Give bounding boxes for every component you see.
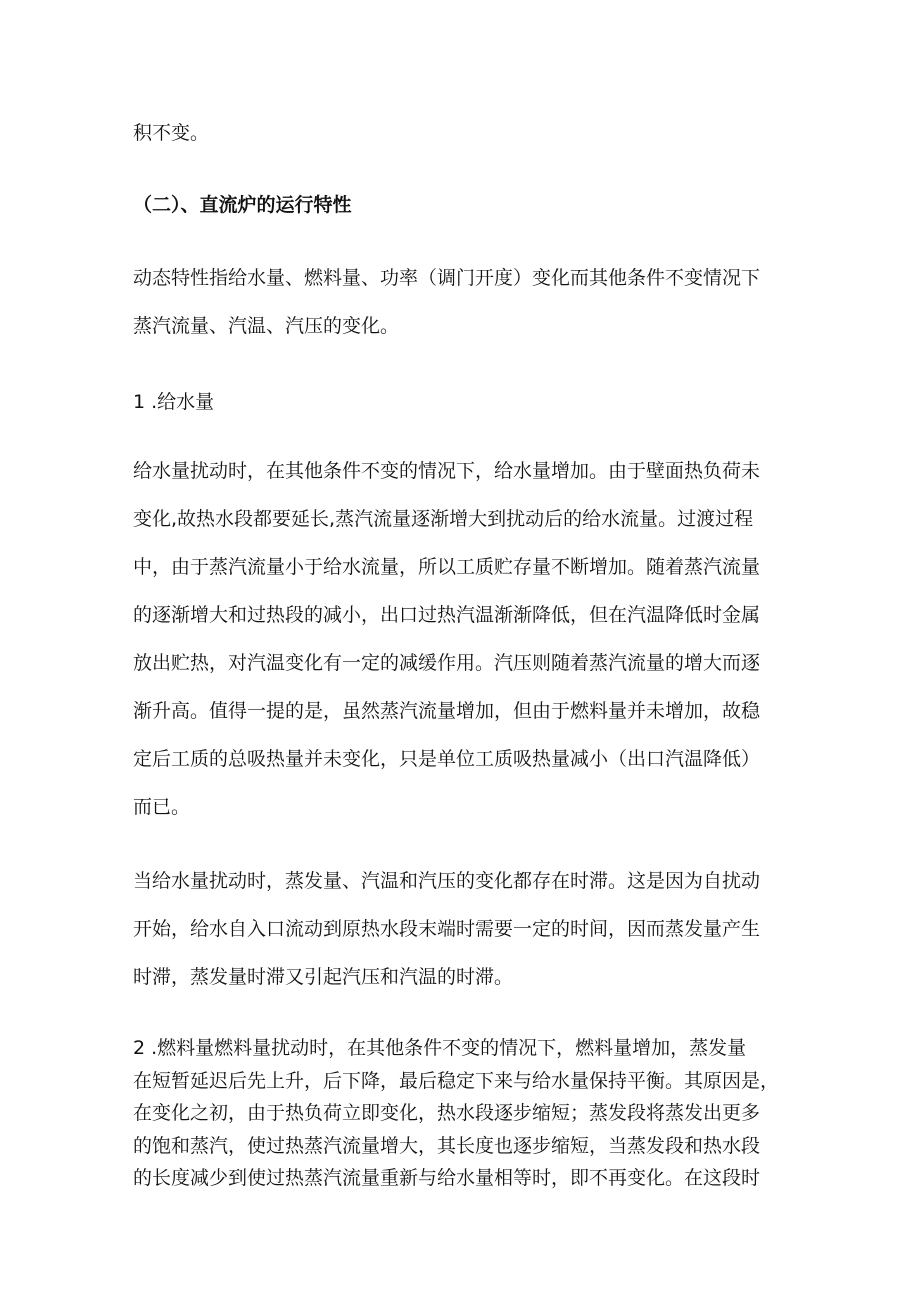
section-heading: （二）、直流炉的运行特性 (133, 194, 352, 216)
paragraph-continuation: 积不变。 (133, 122, 210, 144)
paragraph-dynamic-characteristics: 动态特性指给水量、燃料量、功率（调门开度）变化而其他条件不变情况下 蒸汽流量、汽温、汽压的变化。 (133, 267, 761, 337)
paragraph-feedwater-disturbance: 给水量扰动时，在其他条件不变的情况下，给水量增加。由于壁面热负荷未 变化,故热水段都要延长,蒸汽流量逐渐增大到扰动后的给水流量。过渡过程 中，由于蒸汽流量小于给水流量，所以工质贮存量不断增加。随着蒸汽流量 的逐渐增大和过热段的减小，出口过热汽温渐渐降低，但在汽温降低时金属 放出贮热，对汽温变化有一定的减缓作用。汽压则随着蒸汽流量的增大而逐 渐升高。值得一提的是，虽然蒸汽流量增加，但由于燃料量并未增加，故稳 定后工质的总吸热量并未变化，只是单位工质吸热量减小（出口汽温降低） 而已。 (133, 460, 761, 818)
paragraph-time-lag: 当给水量扰动时，蒸发量、汽温和汽压的变化都存在时滞。这是因为自扰动 开始，给水自入口流动到原热水段末端时需要一定的时间，因而蒸发量产生 时滞，蒸发量时滞又引起汽压和汽温的时滞。 (133, 870, 761, 988)
subheading-feedwater: 1 .给水量 (133, 391, 215, 413)
paragraph-fuel-disturbance: 2 .燃料量燃料量扰动时，在其他条件不变的情况下，燃料量增加，蒸发量 在短暂延迟后先上升，后下降，最后稳定下来与给水量保持平衡。其原因是， 在变化之初，由于热负荷立即变化，热水段逐步缩短；蒸发段将蒸发出更多 的饱和蒸汽，使过热蒸汽流量增大，其长度也逐步缩短，当蒸发段和热水段 的长度减少到使过热蒸汽流量重新与给水量相等时，即不再变化。在这段时 (133, 1037, 780, 1189)
